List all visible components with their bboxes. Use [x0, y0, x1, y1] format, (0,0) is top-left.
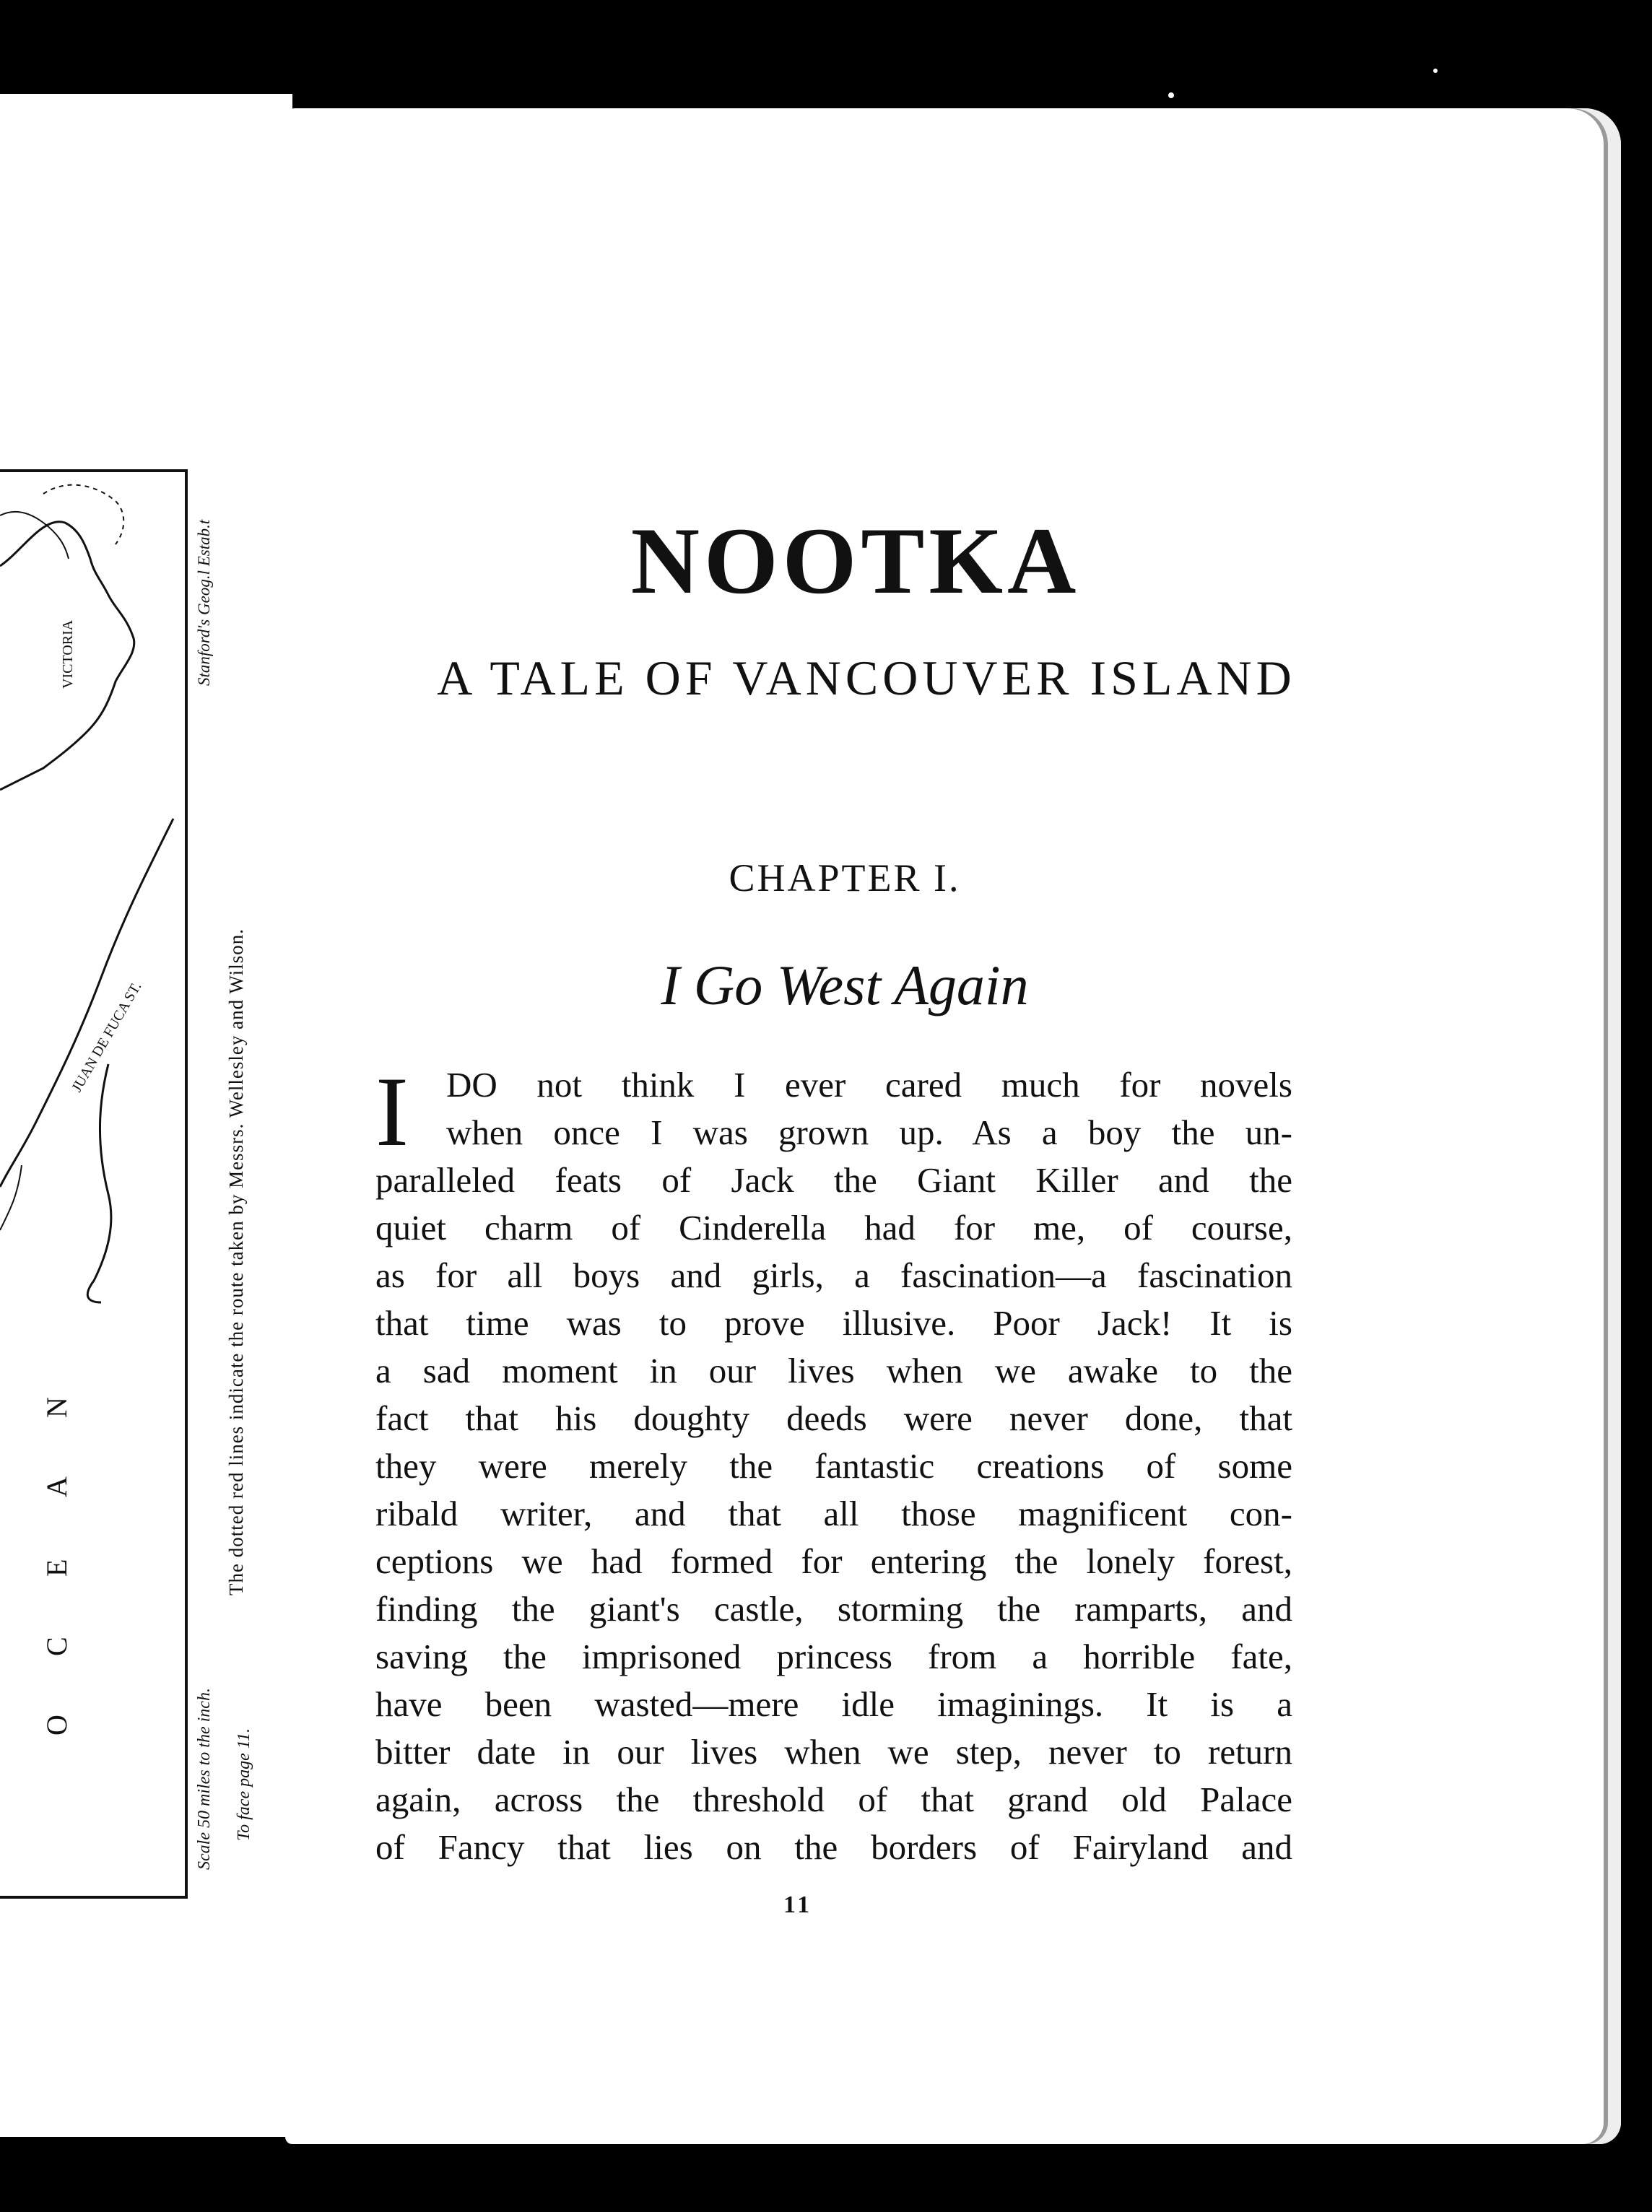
svg-text:JUAN DE FUCA ST.: JUAN DE FUCA ST.	[69, 979, 145, 1095]
map-facing-note: To face page 11.	[235, 1728, 253, 1841]
body-line: of Fancy that lies on the borders of Fairyland and	[375, 1827, 1292, 1867]
body-line: finding the giant's castle, storming the ramparts, and	[375, 1589, 1292, 1629]
svg-text:E: E	[40, 1559, 73, 1577]
map-coastline	[0, 472, 185, 1896]
map-scale: Scale 50 miles to the inch.	[195, 1688, 214, 1870]
body-line: bitter date in our lives when we step, never to return	[375, 1732, 1292, 1772]
svg-text:A: A	[40, 1476, 73, 1497]
body-line: as for all boys and girls, a fascination—a fascination	[375, 1255, 1292, 1295]
body-line: ribald writer, and that all those magnificent con-	[375, 1494, 1292, 1533]
body-line: again, across the threshold of that grand old Palace	[375, 1780, 1292, 1819]
scan-speck	[1433, 69, 1438, 73]
body-line: paralleled feats of Jack the Giant Killer and the	[375, 1160, 1292, 1200]
map-frame	[0, 469, 188, 1899]
map-caption: The dotted red lines indicate the route taken by Messrs. Wellesley and Wilson.	[225, 928, 247, 1595]
svg-text:VICTORIA: VICTORIA	[60, 619, 76, 689]
body-line: ceptions we had formed for entering the lonely forest,	[375, 1541, 1292, 1581]
svg-text:C: C	[40, 1637, 73, 1656]
svg-text:O: O	[40, 1715, 73, 1736]
body-line: a sad moment in our lives when we awake to the	[375, 1351, 1292, 1390]
scan-speck	[1168, 92, 1174, 98]
body-line: saving the imprisoned princess from a horrible fate,	[375, 1637, 1292, 1676]
body-line: DO not think I ever cared much for novels	[446, 1065, 1292, 1105]
body-line: they were merely the fantastic creations of some	[375, 1446, 1292, 1486]
chapter-number: CHAPTER I.	[729, 856, 961, 900]
facing-map-page	[0, 94, 292, 2137]
chapter-body	[375, 1056, 1292, 1871]
svg-text:N: N	[40, 1397, 73, 1418]
body-line: have been wasted—mere idle imaginings. It is a	[375, 1684, 1292, 1724]
book-title: NOOTKA	[630, 508, 1081, 614]
page-number: 11	[783, 1891, 813, 1918]
body-line: quiet charm of Cinderella had for me, of course,	[375, 1208, 1292, 1247]
body-line: fact that his doughty deeds were never done, that	[375, 1398, 1292, 1438]
body-line: when once I was grown up. As a boy the un-	[446, 1112, 1292, 1152]
chapter-title: I Go West Again	[661, 954, 1029, 1016]
book-subtitle: A TALE OF VANCOUVER ISLAND	[437, 650, 1296, 705]
map-credit: Stanford's Geog.l Estab.t	[195, 519, 213, 686]
body-line: that time was to prove illusive. Poor Jack! It is	[375, 1303, 1292, 1343]
drop-cap: I	[375, 1056, 409, 1167]
